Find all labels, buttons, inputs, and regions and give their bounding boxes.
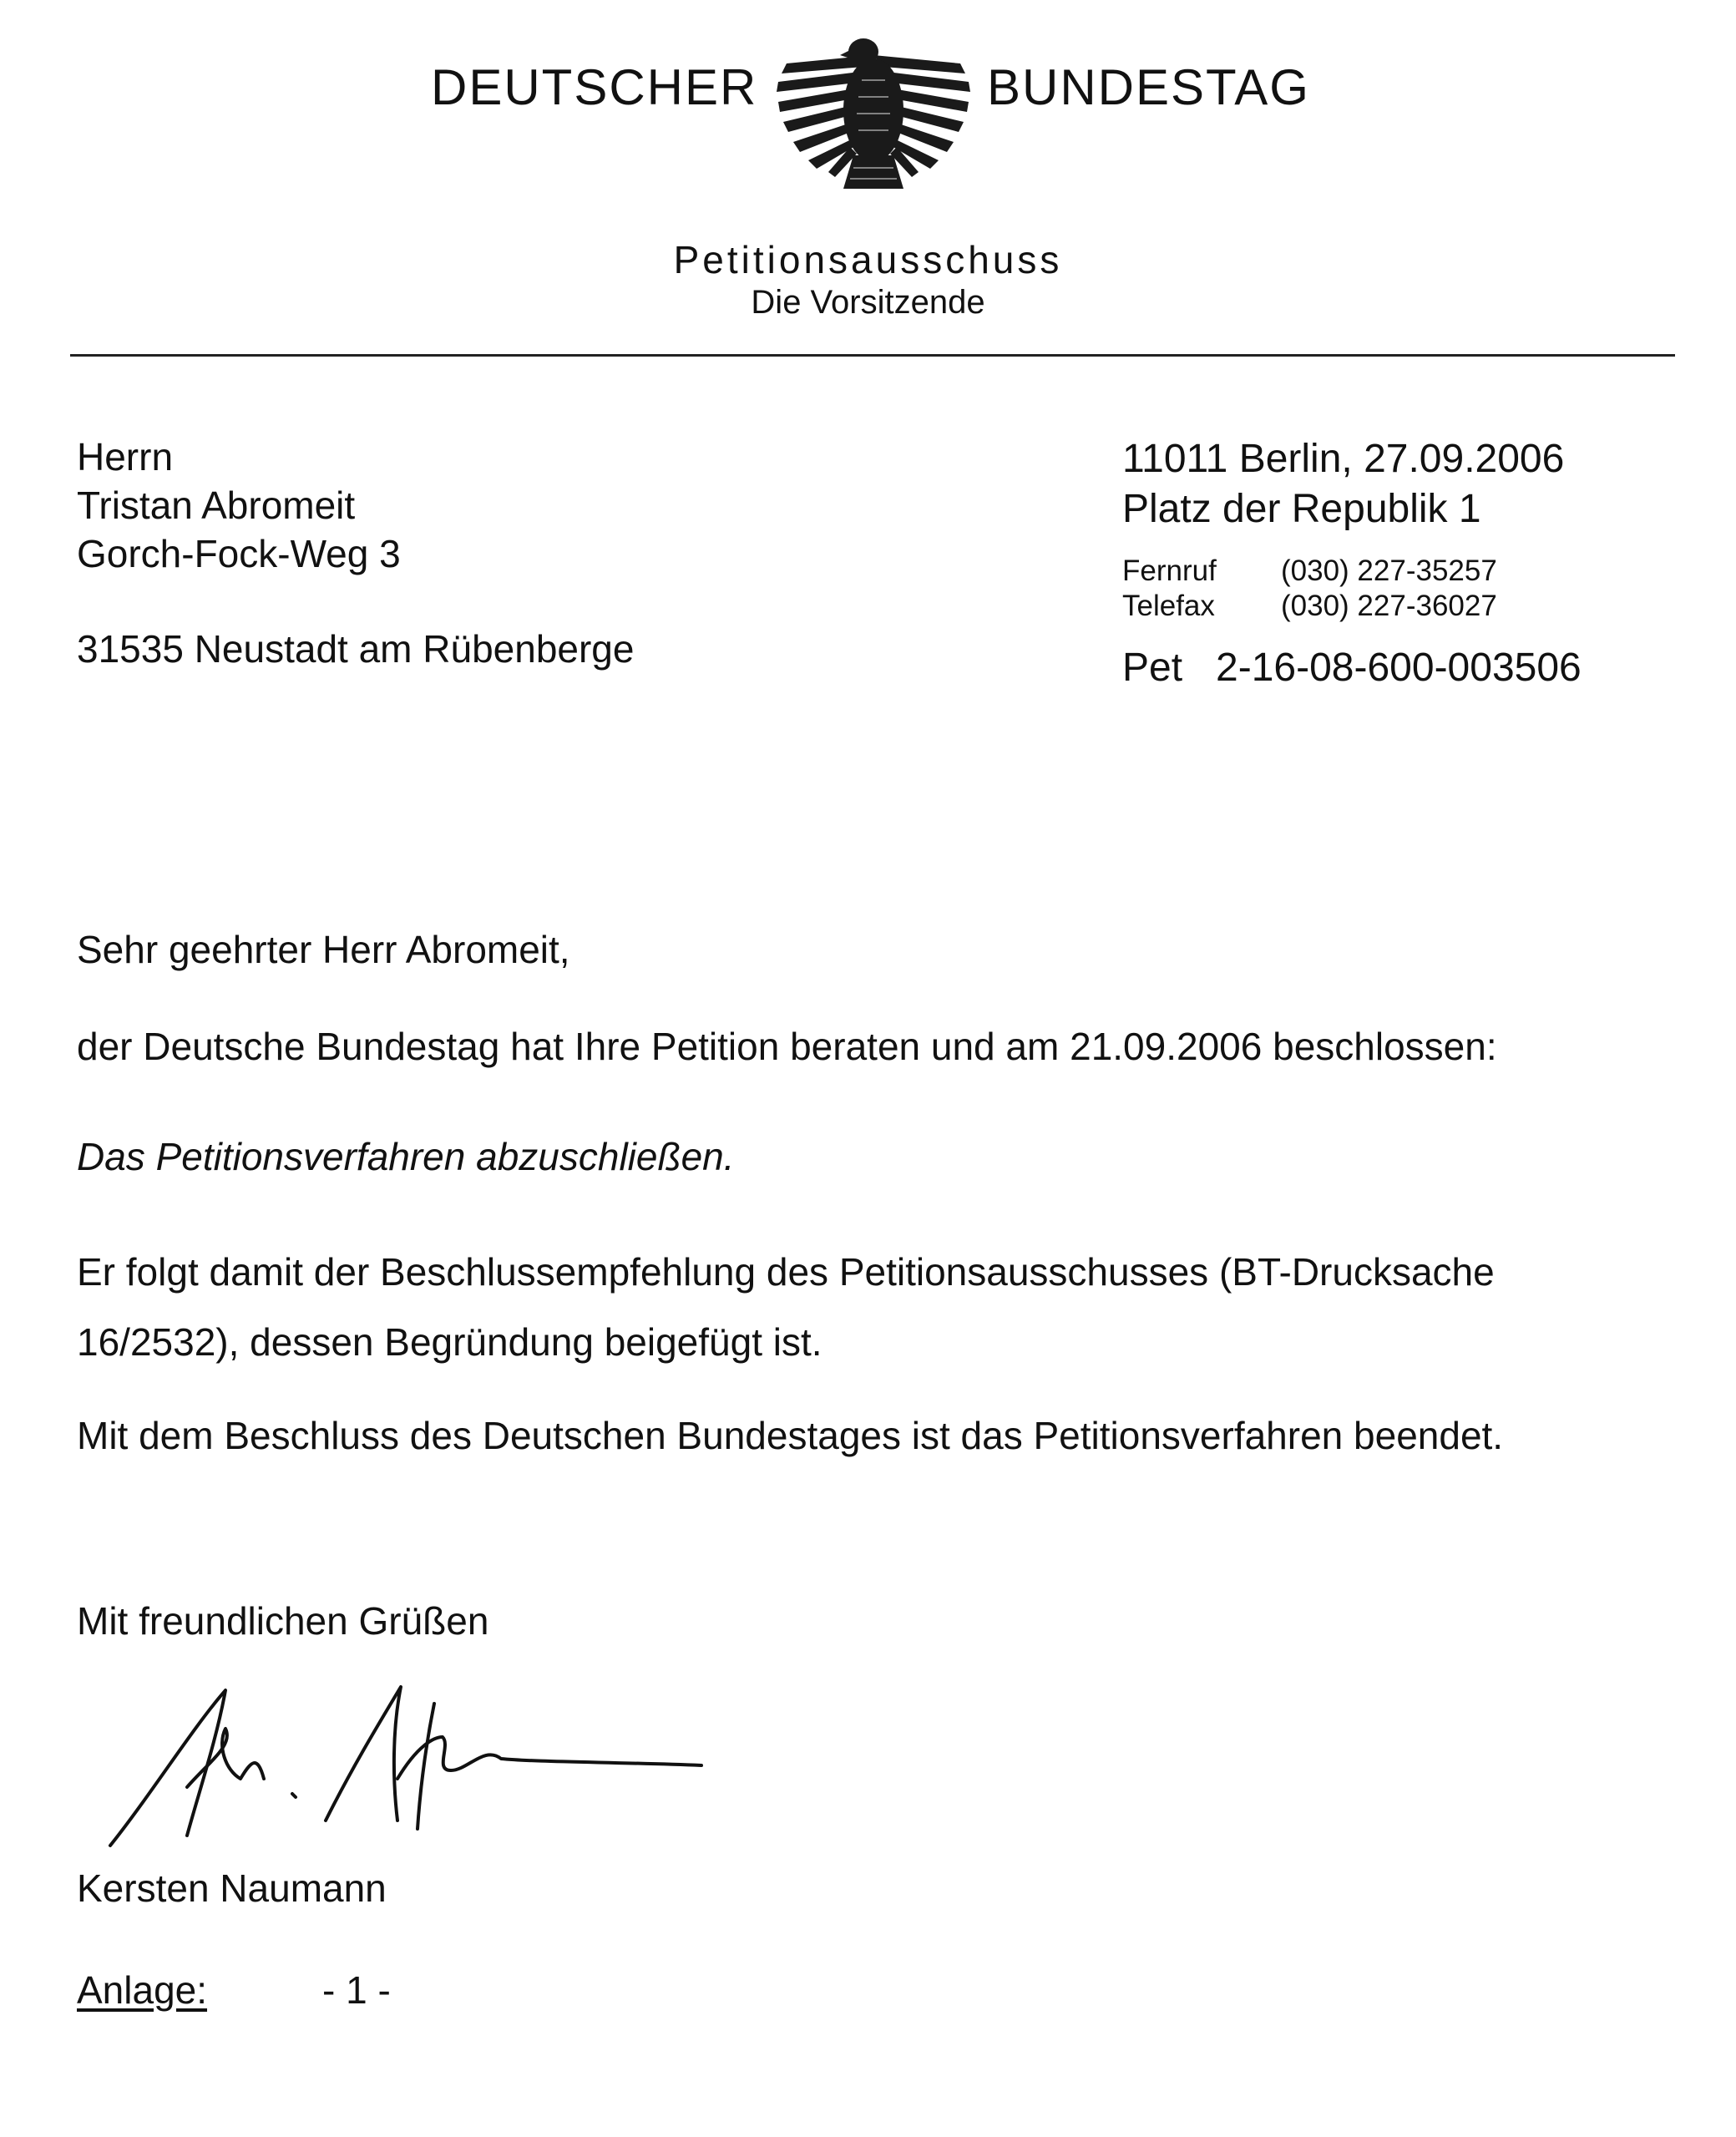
closing-regards: Mit freundlichen Grüßen: [77, 1599, 489, 1643]
sender-street: Platz der Republik 1: [1122, 487, 1481, 531]
greeting: Sehr geehrter Herr Abromeit,: [77, 928, 570, 971]
federal-eagle-icon: [770, 30, 977, 202]
reference-number: Pet 2-16-08-600-003506: [1122, 646, 1582, 690]
decision-text: Das Petitionsverfahren abzuschließen.: [77, 1135, 735, 1178]
committee-name: Petitionsausschuss: [673, 238, 1063, 281]
paragraph-recommendation-line1: Er folgt damit der Beschlussempfehlung des Petitionsausschusses (BT-Drucksache: [77, 1250, 1495, 1294]
office-title: Die Vorsitzende: [751, 284, 985, 321]
recipient-name: Tristan Abromeit: [77, 484, 356, 527]
letterhead-bundestag: BUNDESTAG: [987, 59, 1310, 115]
recipient-street: Gorch-Fock-Weg 3: [77, 532, 401, 575]
attachment-label: Anlage:: [77, 1968, 208, 2012]
signature: [100, 1679, 718, 1862]
paragraph-recommendation-line2: 16/2532), dessen Begründung beigefügt ist.: [77, 1320, 822, 1364]
recipient-salutation: Herrn: [77, 435, 174, 479]
fax-number: (030) 227-36027: [1281, 590, 1497, 622]
sender-place-date: 11011 Berlin, 27.09.2006: [1122, 437, 1565, 481]
signer-name: Kersten Naumann: [77, 1866, 387, 1910]
letterhead-deutscher: DEUTSCHER: [431, 59, 758, 115]
fax-label: Telefax: [1122, 590, 1215, 622]
recipient-city: 31535 Neustadt am Rübenberge: [77, 627, 635, 671]
attachment-count: - 1 -: [322, 1968, 391, 2012]
paragraph-decision-intro: der Deutsche Bundestag hat Ihre Petition beraten und am 21.09.2006 beschlossen:: [77, 1025, 1497, 1068]
phone-label: Fernruf: [1122, 555, 1217, 587]
paragraph-conclusion: Mit dem Beschluss des Deutschen Bundestages ist das Petitionsverfahren beendet.: [77, 1414, 1504, 1457]
phone-number: (030) 227-35257: [1281, 555, 1497, 587]
header-divider: [70, 354, 1675, 357]
